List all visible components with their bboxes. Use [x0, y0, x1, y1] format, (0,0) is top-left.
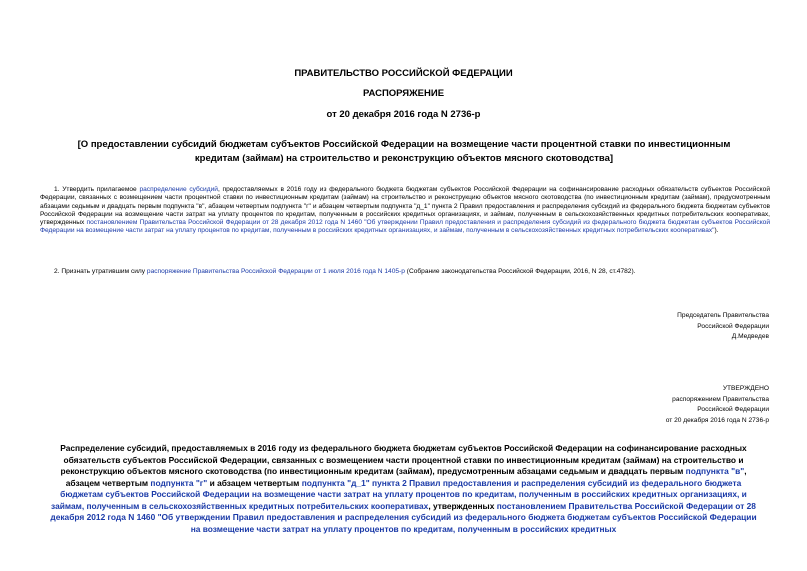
- subparagraph-g-link[interactable]: подпункта "г": [150, 477, 208, 488]
- paragraph-2-text-b: (Собрание законодательства Российской Федерации, 2016, N 28, ст.4782).: [404, 268, 636, 275]
- approved-label: УТВЕРЖДЕНО: [722, 385, 769, 392]
- signature-name: Д.Медведев: [731, 333, 769, 340]
- document-type-heading: РАСПОРЯЖЕНИЕ: [362, 88, 445, 99]
- document-date-heading: от 20 декабря 2016 года N 2736-р: [326, 109, 481, 120]
- paragraph-2-text-a: 2. Признать утратившим силу: [54, 268, 147, 275]
- subparagraph-d1-link[interactable]: подпункта "д_1" пункта 2 Правил предоставления и распределения субсидий из федерального бюджета бюджетам субъектов Российской Федерации на возмещение части затрат на уплату процентов по кредитам, полученным в российских кредитных организациях, и займам, полученным в сельскохозяйственных кредитных потребительских кооперативах: [51, 477, 747, 511]
- document-title: [О предоставлении субсидий бюджетам субъектов Российской Федерации на возмещение части процентной ставки по инвестиционным кредитам (займам) на строительство и реконструкцию объектов мясного скотоводства]: [77, 139, 731, 164]
- order-1405-link[interactable]: распоряжение Правительства Российской Федерации от 1 июля 2016 года N 1405-р: [146, 268, 405, 275]
- resolution-1460-title-link[interactable]: постановлением Правительства Российской Федерации от 28 декабря 2012 года N 1460 "Об утверждении Правил предоставления и распределения субсидий из федерального бюджета бюджетам субъектов Российской Федерации на возмещение части затрат на уплату процентов по кредитам, полученным в российских кредитных: [50, 500, 757, 534]
- distribution-link[interactable]: распределение субсидий: [139, 186, 218, 193]
- paragraph-1-text-c: ).: [714, 227, 719, 235]
- signature-org: Российской Федерации: [697, 322, 769, 330]
- distribution-title-text-c: и абзацем четвертым: [207, 477, 302, 488]
- approved-date: от 20 декабря 2016 года N 2736-р: [665, 416, 769, 424]
- paragraph-1: [40, 186, 770, 236]
- distribution-title-text-a: Распределение субсидий, предоставляемых в 2016 году из федерального бюджета бюджетам субъектов Российской Федерации на софинансирование расходных обязательств субъектов Российской Федерации, связанных с возмещением части процентной ставки по инвестиционным кредитам (займам) на строительство и реконструкцию объектов мясного скотоводства (по инвестиционным кредитам (займам), предусмотренным абзацами седьмым и двадцать первым: [60, 443, 747, 476]
- paragraph-1-text-b: , предоставляемых в 2016 году из федерального бюджета бюджетам субъектов Российской Федерации на софинансирование расходных обязательств субъектов Российской Федерации, связанных с возмещением части процентной ставки по инвестиционным кредитам (займам) на строительство и реконструкцию объектов мясного скотоводства (по инвестиционным кредитам (займам), предусмотренным абзацами седьмым и двадцать первым подпункта "в", абзацем четвертым подпункта "г" и абзацем четвертым подпункта "д_1" пункта 2 Правил предоставления и распределения субсидий из федерального бюджета бюджетам субъектов Российской Федерации на возмещение части затрат на уплату процентов по кредитам, полученным в российских кредитных организациях, и займам, полученным в сельскохозяйственных кредитных потребительских кооперативах, утвержденных: [40, 186, 770, 227]
- signature-position: Председатель Правительства: [677, 312, 769, 319]
- paragraph-2: [40, 268, 770, 276]
- paragraph-1-text-a: 1. Утвердить прилагаемое: [54, 186, 140, 193]
- distribution-title-text-b: , абзацем четвертым: [65, 466, 747, 488]
- approved-block: [666, 384, 769, 426]
- distribution-title: [46, 443, 761, 535]
- approved-org: Российской Федерации: [697, 406, 769, 413]
- resolution-1460-link[interactable]: постановлением Правительства Российской Федерации от 28 декабря 2012 года N 1460 "Об утверждении Правил предоставления и распределения субсидий из федерального бюджета бюджетам субъектов Российской Федерации на возмещение части затрат на уплату процентов по кредитам, полученным в российских кредитных организациях, и займам, полученным в сельскохозяйственных кредитных потребительских кооперативах": [40, 219, 771, 235]
- distribution-title-text-d: , утвержденных: [428, 500, 497, 511]
- approved-by: распоряжением Правительства: [672, 395, 769, 403]
- subparagraph-v-link[interactable]: подпункта "в": [685, 466, 745, 476]
- government-heading: ПРАВИТЕЛЬСТВО РОССИЙСКОЙ ФЕДЕРАЦИИ: [294, 68, 513, 79]
- signature-block: [677, 311, 769, 343]
